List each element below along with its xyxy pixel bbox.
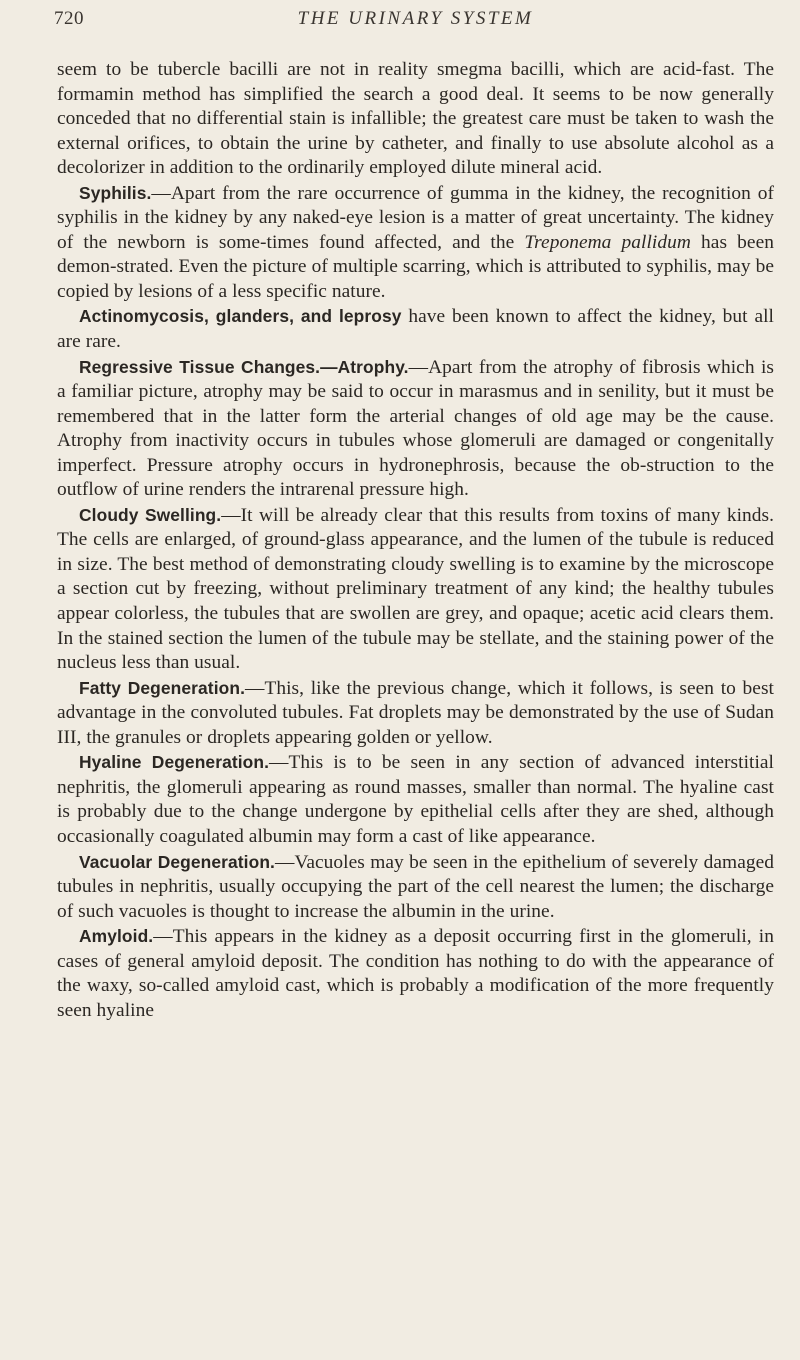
paragraph-atrophy — [57, 355, 774, 503]
paragraph-actinomycosis — [57, 304, 774, 354]
section-heading-regressive-changes: Regressive Tissue Changes. — [79, 356, 321, 377]
section-heading-amyloid: Amyloid. — [79, 926, 154, 947]
paragraph-text: has been demon-strated. Even the picture of multiple scarring, which is attributed to syphilis, may be copied by lesions of a less specific nature. — [57, 231, 774, 302]
species-name: Treponema pallidum — [524, 231, 691, 253]
paragraph-text: have been known to affect the kidney, but all are rare. — [57, 306, 774, 353]
paragraph-text: seem to be tubercle bacilli are not in reality smegma bacilli, which are acid-fast. The formamin method has simplified the search a good deal. It seems to be now generally conceded that no differential stain is infallible; the greatest care must be taken to wash the external orifices, to obtain the urine by catheter, and finally to use absolute alcohol as a decolorizer in addition to the ordinarily employed dilute mineral acid. — [57, 59, 774, 179]
paragraph-text: —Vacuoles may be seen in the epithelium of severely damaged tubules in nephritis, usually occupying the part of the cell nearest the lumen; the discharge of such vacuoles is thought to increase the albumin in the urine. — [57, 851, 774, 922]
paragraph-amyloid — [57, 924, 774, 1023]
running-title: THE URINARY SYSTEM — [297, 8, 534, 29]
body-text — [57, 58, 774, 1023]
paragraph-syphilis — [57, 181, 774, 305]
paragraph-text: —It will be already clear that this results from toxins of many kinds. The cells are enlarged, of ground-glass appearance, and the lumen of the tubule is reduced in size. The best method of demonstrating cloudy swelling is to examine by the microscope a section cut by freezing, without preliminary treatment of any kind; the healthy tubules appear colorless, the tubules that are swollen are grey, and opaque; acetic acid clears them. In the stained section the lumen of the tubule may be stellate, and the staining power of the nucleus less than usual. — [57, 504, 774, 674]
paragraph-text: —This, like the previous change, which it follows, is seen to best advantage in the convoluted tubules. Fat droplets may be demonstrated by the use of Sudan III, the granules or droplets appearing golden or yellow. — [57, 677, 774, 748]
section-heading-syphilis: Syphilis. — [79, 182, 152, 203]
section-heading-actinomycosis: Actinomycosis, glanders, and leprosy — [79, 306, 402, 327]
paragraph-text: —Apart from the rare occurrence of gumma in the kidney, the recognition of syphilis in the kidney by any naked-eye lesion is a matter of great uncertainty. The kidney of the newborn is some-times found affected, and the — [57, 182, 774, 253]
section-subheading-atrophy: —Atrophy. — [320, 356, 409, 377]
section-heading-vacuolar-degeneration: Vacuolar Degeneration. — [79, 851, 275, 872]
page-number: 720 — [54, 8, 84, 29]
section-heading-hyaline-degeneration: Hyaline Degeneration. — [79, 752, 270, 773]
paragraph-hyaline-degeneration — [57, 750, 774, 849]
paragraph-vacuolar-degeneration — [57, 850, 774, 925]
section-heading-fatty-degeneration: Fatty Degeneration. — [79, 677, 246, 698]
running-head — [54, 0, 774, 58]
section-heading-cloudy-swelling: Cloudy Swelling. — [79, 504, 222, 525]
paragraph-text: —This is to be seen in any section of advanced interstitial nephritis, the glomeruli appearing as round masses, smaller than normal. The hyaline cast is probably due to the change undergone by epithelial cells after they are shed, although occasionally coagulated albumin may form a cast of like appearance. — [57, 752, 774, 847]
paragraph-text: —This appears in the kidney as a deposit occurring first in the glomeruli, in cases of general amyloid deposit. The condition has nothing to do with the appearance of the waxy, so-called amyloid cast, which is probably a modification of the more frequently seen hyaline — [57, 926, 774, 1021]
paragraph-text: —Apart from the atrophy of fibrosis which is a familiar picture, atrophy may be said to occur in marasmus and in senility, but it must be remembered that in the latter form the arterial changes of old age may be the cause. Atrophy from inactivity occurs in tubules whose glomeruli are damaged or congenitally imperfect. Pressure atrophy occurs in hydronephrosis, because the ob-struction to the outflow of urine renders the intrarenal pressure high. — [57, 356, 774, 501]
paragraph-fatty-degeneration — [57, 676, 774, 751]
paragraph-tuberculosis-continued — [57, 58, 774, 181]
paragraph-cloudy-swelling — [57, 503, 774, 676]
